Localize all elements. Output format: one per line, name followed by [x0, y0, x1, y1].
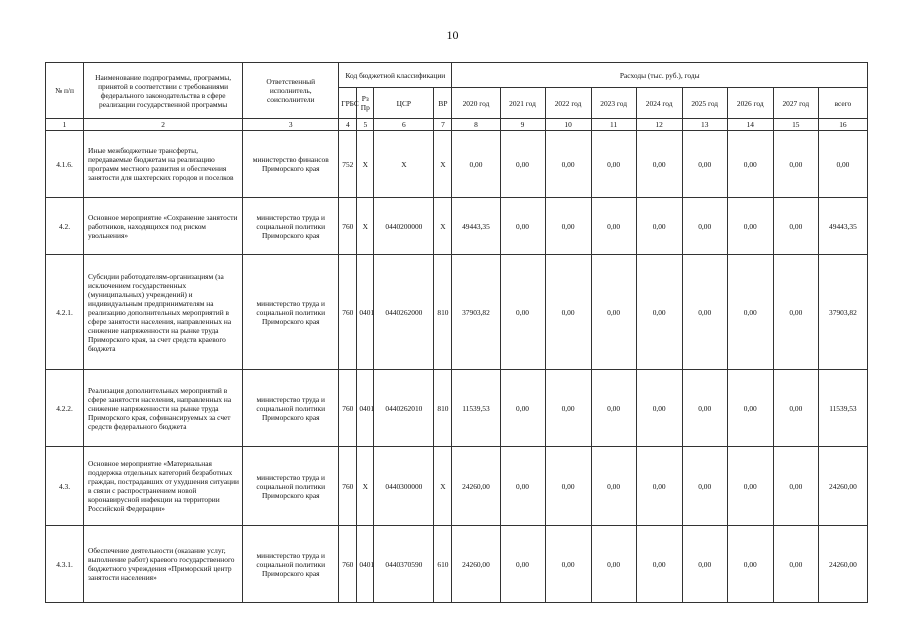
row-total: 0,00 — [818, 131, 867, 198]
row-num: 4.3. — [46, 447, 84, 526]
row-value: 0,00 — [727, 526, 773, 603]
row-total: 11539,53 — [818, 370, 867, 447]
row-executor: министерство труда и социальной политики Приморского края — [243, 255, 339, 370]
column-number: 1 — [46, 119, 84, 131]
row-value: 0,00 — [773, 131, 818, 198]
column-number: 3 — [243, 119, 339, 131]
row-csr: 0440262000 — [374, 255, 434, 370]
row-value: 0,00 — [500, 198, 545, 255]
table-row — [46, 370, 868, 447]
row-csr: Х — [374, 131, 434, 198]
header-expenses: Расходы (тыс. руб.), годы — [452, 63, 868, 88]
row-total: 37903,82 — [818, 255, 867, 370]
row-value: 0,00 — [500, 255, 545, 370]
column-number: 5 — [357, 119, 374, 131]
row-name: Иные межбюджетные трансферты, передаваемые бюджетам на реализацию программ местного развития и обеспечения занятости для шахтерских городов и поселков — [84, 131, 243, 198]
header-total: всего — [818, 88, 867, 119]
header-year: 2027 год — [773, 88, 818, 119]
row-value: 0,00 — [545, 370, 591, 447]
row-rzpr: 0401 — [357, 526, 374, 603]
row-value: 0,00 — [545, 447, 591, 526]
row-value: 0,00 — [727, 131, 773, 198]
row-num: 4.2.1. — [46, 255, 84, 370]
column-number: 8 — [452, 119, 500, 131]
row-value: 0,00 — [682, 131, 727, 198]
row-value: 0,00 — [452, 131, 500, 198]
row-value: 0,00 — [727, 447, 773, 526]
row-value: 0,00 — [591, 370, 636, 447]
row-value: 0,00 — [591, 447, 636, 526]
header-year: 2021 год — [500, 88, 545, 119]
row-value: 0,00 — [773, 255, 818, 370]
row-grbs: 760 — [339, 447, 357, 526]
row-num: 4.2. — [46, 198, 84, 255]
row-value: 0,00 — [500, 526, 545, 603]
column-number: 15 — [773, 119, 818, 131]
row-value: 0,00 — [682, 526, 727, 603]
row-value: 0,00 — [773, 526, 818, 603]
row-value: 0,00 — [773, 198, 818, 255]
row-num: 4.2.2. — [46, 370, 84, 447]
header-num: № п/п — [46, 63, 84, 119]
row-csr: 0440370590 — [374, 526, 434, 603]
row-grbs: 760 — [339, 370, 357, 447]
row-total: 24260,00 — [818, 526, 867, 603]
column-number: 7 — [434, 119, 452, 131]
row-rzpr: Х — [357, 198, 374, 255]
header-rzpr: Рз Пр — [357, 88, 374, 119]
row-rzpr: 0401 — [357, 255, 374, 370]
column-number: 10 — [545, 119, 591, 131]
header-bcc: Код бюджетной классификации — [339, 63, 452, 88]
row-vr: Х — [434, 447, 452, 526]
row-value: 0,00 — [636, 198, 682, 255]
row-total: 49443,35 — [818, 198, 867, 255]
header-year: 2023 год — [591, 88, 636, 119]
column-number: 9 — [500, 119, 545, 131]
row-grbs: 760 — [339, 526, 357, 603]
row-value: 0,00 — [682, 370, 727, 447]
table-row — [46, 447, 868, 526]
row-value: 0,00 — [773, 370, 818, 447]
row-vr: Х — [434, 198, 452, 255]
table-row — [46, 198, 868, 255]
table-row — [46, 131, 868, 198]
row-total: 24260,00 — [818, 447, 867, 526]
column-number: 6 — [374, 119, 434, 131]
row-value: 0,00 — [636, 447, 682, 526]
row-value: 0,00 — [545, 198, 591, 255]
row-vr: Х — [434, 131, 452, 198]
row-name: Основное мероприятие «Сохранение занятости работников, находящихся под риском увольнения» — [84, 198, 243, 255]
row-rzpr: 0401 — [357, 370, 374, 447]
row-value: 0,00 — [545, 255, 591, 370]
header-grbs: ГРБС — [339, 88, 357, 119]
row-grbs: 760 — [339, 255, 357, 370]
header-vr: ВР — [434, 88, 452, 119]
row-value: 0,00 — [727, 255, 773, 370]
row-name: Реализация дополнительных мероприятий в сфере занятости населения, направленных на снижение напряженности на рынке труда Приморского края, софинансируемых за счет средств федерального бюджета — [84, 370, 243, 447]
row-vr: 810 — [434, 255, 452, 370]
row-executor: министерство труда и социальной политики Приморского края — [243, 370, 339, 447]
row-name: Субсидии работодателям-организациям (за исключением государственных (муниципальных) учреждений) и индивидуальным предпринимателям на реализацию дополнительных мероприятий в сфере занятости населения, направленных на снижение напряженности на рынке труда Приморского края, за счет средств краевого бюджета — [84, 255, 243, 370]
row-rzpr: Х — [357, 447, 374, 526]
row-value: 0,00 — [682, 198, 727, 255]
row-name: Основное мероприятие «Материальная поддержка отдельных категорий безработных граждан, пострадавших от ухудшения ситуации в связи с распространением новой коронавирусной инфекции на территории Российской Федерации» — [84, 447, 243, 526]
row-value: 24260,00 — [452, 526, 500, 603]
row-value: 0,00 — [500, 447, 545, 526]
header-year: 2024 год — [636, 88, 682, 119]
row-value: 0,00 — [773, 447, 818, 526]
row-value: 0,00 — [545, 526, 591, 603]
column-number: 14 — [727, 119, 773, 131]
row-vr: 810 — [434, 370, 452, 447]
row-value: 0,00 — [591, 255, 636, 370]
row-csr: 0440262010 — [374, 370, 434, 447]
row-value: 0,00 — [591, 526, 636, 603]
row-value: 0,00 — [636, 131, 682, 198]
column-number: 11 — [591, 119, 636, 131]
column-number: 4 — [339, 119, 357, 131]
budget-table — [45, 62, 868, 603]
column-number: 16 — [818, 119, 867, 131]
row-value: 49443,35 — [452, 198, 500, 255]
row-grbs: 760 — [339, 198, 357, 255]
row-value: 0,00 — [727, 370, 773, 447]
row-value: 0,00 — [591, 131, 636, 198]
row-value: 0,00 — [727, 198, 773, 255]
row-executor: министерство труда и социальной политики Приморского края — [243, 447, 339, 526]
row-value: 37903,82 — [452, 255, 500, 370]
row-csr: 0440200000 — [374, 198, 434, 255]
row-rzpr: Х — [357, 131, 374, 198]
row-value: 11539,53 — [452, 370, 500, 447]
row-name: Обеспечение деятельности (оказание услуг, выполнение работ) краевого государственного бюджетного учреждения «Приморский центр занятости населения» — [84, 526, 243, 603]
header-executor: Ответственный исполнитель, соисполнители — [243, 63, 339, 119]
row-value: 0,00 — [636, 255, 682, 370]
header-csr: ЦСР — [374, 88, 434, 119]
table-row — [46, 526, 868, 603]
table-row — [46, 255, 868, 370]
header-year: 2026 год — [727, 88, 773, 119]
header-year: 2020 год — [452, 88, 500, 119]
row-value: 0,00 — [636, 370, 682, 447]
row-vr: 610 — [434, 526, 452, 603]
row-value: 0,00 — [591, 198, 636, 255]
row-value: 0,00 — [682, 447, 727, 526]
page-number: 10 — [446, 28, 459, 42]
row-value: 0,00 — [500, 131, 545, 198]
row-executor: министерство финансов Приморского края — [243, 131, 339, 198]
row-num: 4.1.6. — [46, 131, 84, 198]
header-year: 2022 год — [545, 88, 591, 119]
header-year: 2025 год — [682, 88, 727, 119]
row-executor: министерство труда и социальной политики Приморского края — [243, 526, 339, 603]
row-num: 4.3.1. — [46, 526, 84, 603]
row-value: 0,00 — [636, 526, 682, 603]
row-grbs: 752 — [339, 131, 357, 198]
row-value: 0,00 — [500, 370, 545, 447]
row-csr: 0440300000 — [374, 447, 434, 526]
row-executor: министерство труда и социальной политики Приморского края — [243, 198, 339, 255]
column-number: 13 — [682, 119, 727, 131]
header-name: Наименование подпрограммы, программы, принятой в соответствии с требованиями федерального законодательства в сфере реализации государственной программы — [84, 63, 243, 119]
row-value: 0,00 — [545, 131, 591, 198]
column-number: 12 — [636, 119, 682, 131]
row-value: 0,00 — [682, 255, 727, 370]
column-number: 2 — [84, 119, 243, 131]
row-value: 24260,00 — [452, 447, 500, 526]
